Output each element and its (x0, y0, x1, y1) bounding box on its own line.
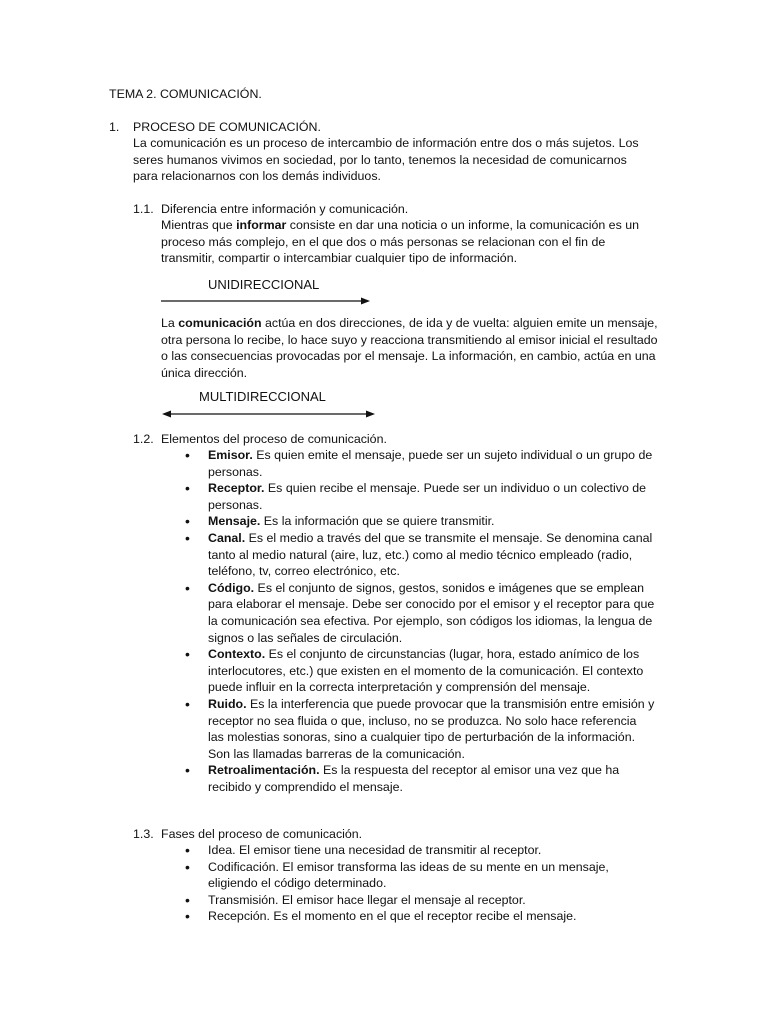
bullet-icon: • (185, 842, 190, 858)
right-arrow-icon (160, 294, 372, 308)
comunicacion-paragraph (161, 315, 661, 381)
bold-term: Código. (208, 580, 255, 595)
text-span: Recepción. Es el momento en el que el receptor recibe el mensaje. (208, 909, 577, 924)
list-item (185, 892, 655, 909)
double-arrow-icon (160, 407, 377, 421)
unidirectional-label: UNIDIRECCIONAL (208, 277, 320, 292)
text-span: Es el conjunto de signos, gestos, sonidos e imágenes que se emplean para elaborar el mensaje. Debe ser conocido por el emisor y el receptor para que la comunicación sea efectiva. Por ejemplo, son códigos los idiomas, la lengua de signos o las señales de circulación. (208, 580, 655, 645)
text-span: La (161, 316, 179, 330)
subsection-heading-1-1: Diferencia entre información y comunicación. (161, 202, 409, 216)
bold-term: Contexto. (208, 647, 266, 662)
section-number: 1. (109, 120, 120, 134)
bullet-icon: • (185, 513, 190, 530)
bullet-icon: • (185, 579, 190, 596)
bold-term: comunicación (178, 316, 262, 330)
subsection-number-1-3: 1.3. (133, 827, 154, 841)
list-item (185, 513, 655, 530)
section-heading: PROCESO DE COMUNICACIÓN. (133, 120, 321, 134)
elements-list (185, 447, 655, 795)
bullet-icon: • (185, 891, 190, 908)
phases-list (185, 842, 655, 925)
text-span: consiste en dar una noticia o un informe, la comunicación es un proceso más complejo, en el que dos o más personas se relacionan con el fin de transmitir, compartir o intercambiar cualquier tipo de información. (161, 218, 639, 266)
text-span: Es el conjunto de circunstancias (lugar, hora, estado anímico de los interlocutores, etc.) que existen en el momento de la comunicación. El contexto puede influir en la correcta interpretación y comprensión del mensaje. (208, 647, 644, 695)
bullet-icon: • (185, 762, 190, 779)
bullet-icon: • (185, 908, 190, 925)
text-span: Es la respuesta del receptor al emisor una vez que ha recibido y comprendido el mensaje. (208, 763, 620, 794)
text-span: Mientras que (161, 218, 237, 232)
bold-term: Ruido. (208, 696, 247, 711)
list-item (185, 859, 655, 892)
bold-term: Canal. (208, 530, 246, 545)
subsection-number-1-1: 1.1. (133, 202, 154, 216)
list-item (185, 646, 655, 696)
bold-term: Emisor. (208, 448, 253, 462)
subsection-number-1-2: 1.2. (133, 432, 154, 446)
text-span: Codificación. El emisor transforma las ideas de su mente en un mensaje, eligiendo el código determinado. (208, 859, 609, 891)
bullet-icon: • (185, 480, 190, 497)
list-item (185, 908, 655, 925)
text-span: Idea. El emisor tiene una necesidad de transmitir al receptor. (208, 843, 542, 857)
list-item (185, 842, 655, 859)
bullet-icon: • (185, 447, 190, 463)
bullet-icon: • (185, 858, 190, 875)
list-item (185, 762, 655, 795)
bold-term: Mensaje. (208, 514, 261, 529)
list-item (185, 580, 655, 646)
subsection-heading-1-3: Fases del proceso de comunicación. (161, 827, 363, 841)
text-span: Es quien emite el mensaje, puede ser un sujeto individual o un grupo de personas. (208, 448, 653, 479)
list-item (185, 480, 655, 513)
document-title: TEMA 2. COMUNICACIÓN. (109, 87, 262, 101)
list-item (185, 696, 655, 762)
text-span: Es quien recibe el mensaje. Puede ser un individuo o un colectivo de personas. (208, 481, 647, 512)
list-item (185, 447, 655, 480)
bold-term: informar (236, 218, 287, 232)
bullet-icon: • (185, 695, 190, 712)
bold-term: Retroalimentación. (208, 763, 320, 778)
informar-paragraph (161, 217, 661, 267)
section-intro-paragraph: La comunicación es un proceso de intercambio de información entre dos o más sujetos. Los seres humanos vivimos en sociedad, por lo tanto, tenemos la necesidad de comunicarnos para relacionarnos con los demás individuos. (133, 136, 639, 184)
bullet-icon: • (185, 529, 190, 546)
subsection-heading-1-2: Elementos del proceso de comunicación. (161, 432, 387, 446)
text-span: actúa en dos direcciones, de ida y de vuelta: alguien emite un mensaje, otra persona lo recibe, lo hace suyo y reacciona transmitiendo al emisor inicial el resultado o las consecuencias provocadas por el mensaje. La información, en cambio, actúa en una única dirección. (161, 316, 658, 380)
multidirectional-label: MULTIDIRECCIONAL (199, 389, 326, 404)
bullet-icon: • (185, 646, 190, 663)
bold-term: Receptor. (208, 481, 265, 496)
text-span: Es el medio a través del que se transmite el mensaje. Se denomina canal tanto al medio natural (aire, luz, etc.) como al medio técnico empleado (radio, teléfono, tv, correo electrónico, etc. (208, 530, 653, 579)
text-span: Transmisión. El emisor hace llegar el mensaje al receptor. (208, 892, 526, 907)
text-span: Es la interferencia que puede provocar que la transmisión entre emisión y receptor no sea fluida o que, incluso, no se produzca. No solo hace referencia las molestias sonoras, sino a cualquier tipo de perturbación de la información. Son las llamadas barreras de la comunicación. (208, 696, 655, 761)
list-item (185, 530, 655, 580)
text-span: Es la información que se quiere transmitir. (260, 514, 495, 529)
